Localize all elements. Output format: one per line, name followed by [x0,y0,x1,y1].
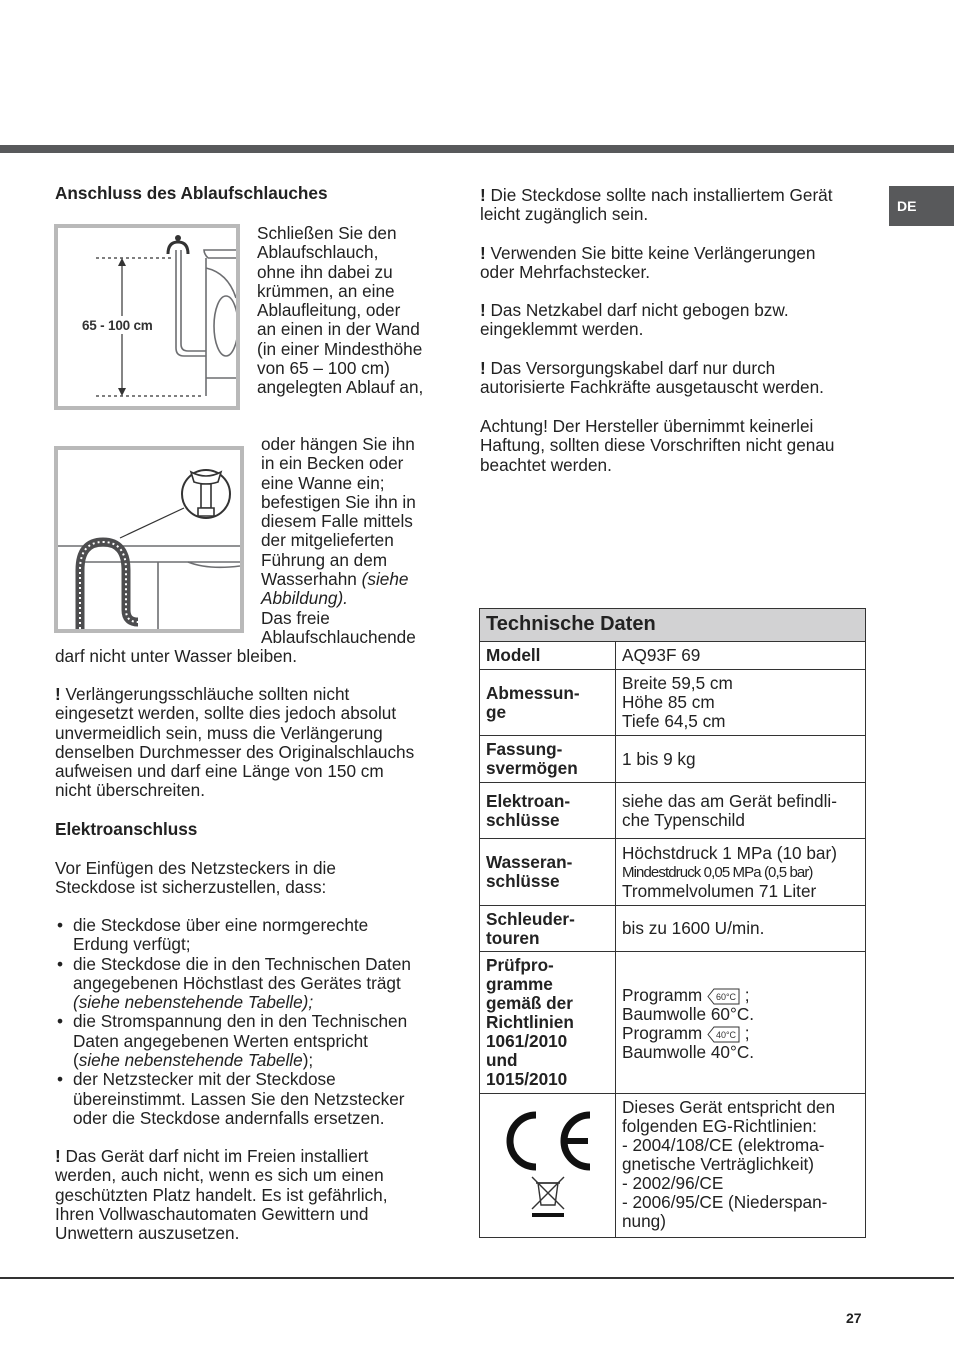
text-line: nicht überschreiten. [55,780,205,801]
table-row [480,1094,866,1238]
header-rule [0,145,954,153]
row-label-dimensions [480,670,616,736]
value-line: che Typenschild [622,809,745,830]
text-segment: Das Gerät darf nicht im Freien installiert [65,1146,369,1166]
text-line: • der Netzstecker mit der Steckdose [73,1069,336,1090]
figure-wall-drain [54,224,240,410]
row-value-ce [616,1094,866,1238]
text-line: eingeklemmt werden. [480,319,644,340]
table-title: Technische Daten [480,609,866,642]
table-row [480,670,866,736]
text-line: Ihren Vollwaschautomaten Gewittern und [55,1203,369,1224]
text-line: krümmen, an eine [257,280,395,301]
value-line: - 2006/95/CE (Niederspan- [622,1192,828,1212]
table-reference: (siehe nebenstehende Tabelle); [73,992,314,1013]
weee-bin-icon [532,1177,564,1217]
value-line: Dieses Gerät entspricht den [622,1097,836,1117]
label-line: Abmessun- [486,682,580,703]
row-value-test-programs [616,952,866,1094]
text-line [73,1051,455,1070]
table-header-row [480,609,866,642]
label-line: touren [486,927,540,948]
table-row [480,642,866,670]
warning-outdoor [55,1147,455,1243]
text-segment: ; [744,985,750,1005]
text-line: aufweisen und darf eine Länge von 150 cm [55,761,384,782]
value-line: gnetische Verträglichkeit) [622,1154,815,1174]
drain-text-2 [261,435,451,647]
text-segment: Das Versorgungskabel darf nur durch [490,358,776,378]
text-line: oder hängen Sie ihn [261,434,415,454]
text-line: oder die Steckdose andernfalls ersetzen. [73,1107,385,1128]
text-line: Achtung! Der Hersteller übernimmt keinerlei [480,416,814,436]
text-line: werden, auch nicht, wenn es sich um einen [55,1165,384,1186]
heading-electrical: Elektroanschluss [55,819,198,839]
text-line: Das freie [261,607,330,628]
text-segment: Programm [622,1023,703,1043]
text-line [73,993,455,1012]
text-line: diesem Falle mittels [261,511,413,532]
label-line: 1015/2010 [486,1069,568,1089]
ce-mark-icon [498,1105,598,1223]
text-segment: Wasserhahn [261,569,357,590]
value-line: nung) [622,1211,666,1231]
text-line: angegebenen Höchstlast des Gerätes trägt [73,972,401,993]
value-line: Breite 59,5 cm [622,673,733,693]
wash-program-60-icon [707,988,740,1005]
text-line [55,1147,455,1166]
row-value-electrical [616,783,866,839]
text-line: übereinstimmt. Lassen Sie den Netzstecker [73,1088,405,1109]
text-line: eine Wanne ein; [261,472,385,493]
text-line: beachtet werden. [480,454,612,475]
text-line: Ablaufschlauch, [257,242,379,263]
value-line: Höchstdruck 1 MPa (10 bar) [622,842,837,863]
label-line: Elektroan- [486,790,571,811]
table-row [480,783,866,839]
text-line: Erdung verfügt; [73,934,191,955]
row-label-water [480,839,616,906]
label-line: 1061/2010 [486,1031,568,1051]
value-line: Baumwolle 60°C. [622,1004,755,1024]
text-segment: ( [73,1050,79,1071]
text-line: Ablaufleitung, oder [257,300,401,321]
list-item [55,955,455,1013]
label-line: und [486,1050,518,1070]
warning-cable-replacement [480,359,880,398]
icon-label: 60°C [715,991,737,1002]
footer-rule [0,1277,954,1279]
row-value-spin: bis zu 1600 U/min. [616,906,866,952]
label-line: Fassung- [486,739,563,759]
warning-mark: ! [480,243,486,263]
list-item [55,916,455,955]
row-value-dimensions [616,670,866,736]
text-line: in ein Becken oder [261,453,404,474]
warning-power-cable [480,301,880,340]
row-value-water [616,839,866,906]
text-segment: Das Netzkabel darf nicht gebogen bzw. [490,300,789,320]
text-line: geschützten Platz handelt. Es ist gefährlich, [55,1184,388,1205]
list-item [55,1012,455,1070]
label-line: ge [486,701,507,722]
text-line: Ablaufschlauchende [261,626,416,647]
drain-text-1 [257,224,447,398]
row-label-electrical [480,783,616,839]
text-line [480,244,880,263]
text-segment: Verlängerungsschläuche sollten nicht [65,684,350,704]
warning-socket-access [480,186,880,225]
value-line: - 2002/96/CE [622,1173,724,1193]
text-line: • die Steckdose die in den Technischen Daten [73,953,411,974]
warning-mark: ! [55,1146,61,1166]
label-line: schlüsse [486,809,560,830]
text-line: befestigen Sie ihn in [261,491,416,512]
text-segment: ); [302,1050,314,1071]
warning-no-extensions [480,244,880,283]
text-line: von 65 – 100 cm) [257,358,390,379]
row-label-capacity [480,736,616,783]
text-segment: ; [744,1023,750,1043]
text-line: an einen in der Wand [257,319,420,340]
figure-hose-guide [54,446,244,633]
ce-marking-cell [480,1094,616,1238]
page-number: 27 [846,1310,862,1326]
text-line [55,685,455,704]
value-line: Höhe 85 cm [622,692,715,712]
row-value-capacity: 1 bis 9 kg [616,736,866,783]
label-line: Schleuder- [486,908,575,929]
text-line: Steckdose ist sicherzustellen, dass: [55,877,327,898]
text-line [480,301,880,320]
text-line: der mitgelieferten [261,530,394,551]
value-line [622,1024,859,1043]
text-line: angelegten Ablauf an, [257,377,424,398]
text-line [480,186,880,205]
value-line: folgenden EG-Richtlinien: [622,1116,817,1136]
table-reference: siehe nebenstehende Tabelle [78,1050,303,1071]
text-line: leicht zugänglich sein. [480,204,649,225]
text-line [480,359,880,378]
list-item [55,1070,455,1128]
label-line: schlüsse [486,871,560,891]
figure-reference: Abbildung). [261,588,348,609]
drain-text-end: darf nicht unter Wasser bleiben. [55,646,298,666]
icon-label: 40°C [715,1029,737,1040]
value-line: siehe das am Gerät befindli- [622,790,837,811]
liability-notice [480,417,880,475]
wash-program-40-icon [707,1026,740,1043]
text-segment: Die Steckdose sollte nach installiertem Gerät [490,185,833,205]
warning-mark: ! [55,684,61,704]
label-line: Richtlinien [486,1012,574,1032]
text-line: Vor Einfügen des Netzsteckers in die [55,858,336,878]
text-line: Unwettern auszusetzen. [55,1223,240,1244]
row-label-spin [480,906,616,952]
text-line [261,570,451,589]
warning-extension-hoses [55,685,455,801]
label-line: gemäß der [486,993,573,1013]
value-line: Mindestdruck 0,05 MPa (0,5 bar) [622,863,813,881]
label-line: svermögen [486,758,578,778]
table-row [480,839,866,906]
technical-data-table [479,608,866,1238]
row-label-model: Modell [480,642,616,670]
row-value-model: AQ93F 69 [616,642,866,670]
value-line: Baumwolle 40°C. [622,1042,755,1062]
text-line: • die Steckdose über eine normgerechte [73,915,369,935]
text-line: unvermeidlich sein, muss die Verlängerung [55,722,383,743]
table-row [480,906,866,952]
text-line: Schließen Sie den [257,223,397,243]
table-row [480,736,866,783]
hose-guide-illustration [58,450,240,629]
label-line: Wasseran- [486,852,573,872]
electrical-checklist [55,916,455,1128]
value-line [622,986,859,1005]
value-line: Trommelvolumen 71 Liter [622,880,817,901]
text-line: Führung an dem [261,549,388,570]
label-line: Prüfpro- [486,955,554,975]
warning-mark: ! [480,300,486,320]
table-row [480,952,866,1094]
text-line [261,589,451,608]
text-line: denselben Durchmesser des Originalschlauchs [55,741,415,762]
warning-mark: ! [480,185,486,205]
text-line: ohne ihn dabei zu [257,261,393,282]
text-segment: Verwenden Sie bitte keine Verlängerungen [490,243,816,263]
text-segment: Programm [622,985,703,1005]
value-line: - 2004/108/CE (elektroma- [622,1135,825,1155]
height-label: 65 - 100 cm [82,318,153,333]
electrical-intro [55,859,455,898]
warning-mark: ! [480,358,486,378]
text-line: eingesetzt werden, sollte dies jedoch absolut [55,703,397,724]
text-line: Haftung, sollten diese Vorschriften nicht genau [480,435,835,456]
value-line: Tiefe 64,5 cm [622,711,726,731]
label-line: gramme [486,974,553,994]
text-line: Daten angegebenen Werten entspricht [73,1030,368,1051]
heading-drain-hose: Anschluss des Ablaufschlauches [55,183,328,203]
text-line: oder Mehrfachstecker. [480,262,651,283]
text-line: • die Stromspannung den in den Technischen [73,1011,408,1032]
language-tab: DE [889,186,954,226]
text-line: autorisierte Fachkräfte ausgetauscht werden. [480,377,824,398]
row-label-test-programs [480,952,616,1094]
figure-reference: (siehe [361,569,409,590]
text-line: (in einer Mindesthöhe [257,338,423,359]
